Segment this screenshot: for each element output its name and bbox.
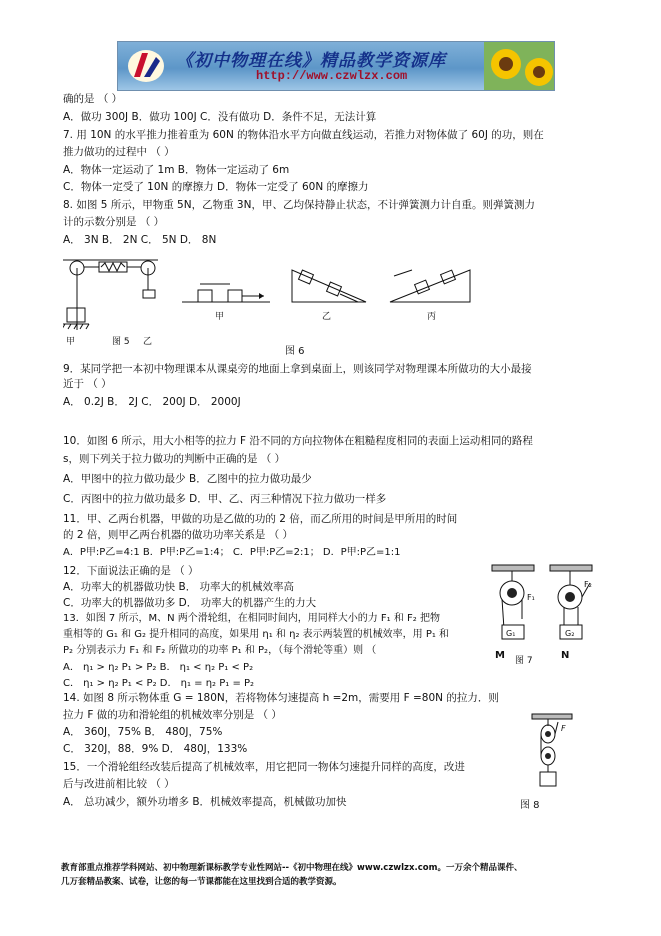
q9-stem: 9．某同学把一本初中物理课本从课桌旁的地面上拿到桌面上，则该同学对物理课本所做功的大小最接 <box>63 363 532 375</box>
q15-stem: 15．一个滑轮组经改装后提高了机械效率，用它把同一物体匀速提升同样的高度，改进 <box>63 761 465 773</box>
q6-stem-end: 确的是 （ ） <box>63 93 123 105</box>
q13-options-ab: A． η₁ > η₂ P₁ > P₂ B． η₁ < η₂ P₁ < P₂ <box>63 662 254 673</box>
q13-options-cd: C． η₁ > η₂ P₁ < P₂ D． η₁ = η₂ P₁ = P₂ <box>63 678 255 689</box>
q7-options-cd: C．物体一定受了 10N 的摩擦力 D．物体一定受了 60N 的摩擦力 <box>63 181 369 193</box>
q10-stem-2: s，则下列关于拉力做功的判断中正确的是 （ ） <box>63 453 286 465</box>
sunflower-icon <box>484 42 554 90</box>
header-banner <box>117 41 555 91</box>
fig6-label-a: 甲 <box>215 312 225 322</box>
q13-stem: 13．如图 7 所示，M、N 两个滑轮组，在相同时间内，用同样大小的力 F₁ 和 F₂ 把物 <box>63 613 440 624</box>
fig5-right-label: 乙 <box>143 337 153 347</box>
fig7-m: M <box>495 650 505 661</box>
q10-options-cd: C．丙图中的拉力做功最多 D．甲、乙、丙三种情况下拉力做功一样多 <box>63 493 387 505</box>
q10-options-ab: A．甲图中的拉力做功最少 B．乙图中的拉力做功最少 <box>63 473 312 485</box>
q8-stem: 8. 如图 5 所示，甲物重 5N，乙物重 3N，甲、乙均保持静止状态，不计弹簧测力计自重。则弹簧测力 <box>63 199 535 211</box>
q7-options-ab: A．物体一定运动了 1m B．物体一定运动了 6m <box>63 164 290 176</box>
q7-stem-2: 推力做功的过程中 （ ） <box>63 146 175 158</box>
fig7-g1: G₁ <box>506 629 516 638</box>
fig7-f1: F₁ <box>527 593 535 602</box>
q12-stem: 12．下面说法正确的是 （ ） <box>63 565 199 577</box>
site-logo-icon <box>126 47 166 85</box>
q10-stem: 10．如图 6 所示，用大小相等的拉力 F 沿不同的方向拉物体在粗糙程度相同的表面上运动相同的路程 <box>63 435 533 447</box>
q9-options: A． 0.2J B． 2J C． 200J D． 2000J <box>63 396 241 408</box>
figure-5 <box>63 250 173 346</box>
figure-8 <box>528 712 578 790</box>
fig5-left-label: 甲 <box>66 337 76 347</box>
q7-stem: 7. 用 10N 的水平推力推着重为 60N 的物体沿水平方向做直线运动，若推力对物体做了 60J 的功，则在 <box>63 129 544 141</box>
q8-stem-2: 计的示数分别是 （ ） <box>63 216 165 228</box>
q11-stem: 11．甲、乙两台机器，甲做的功是乙做的功的 2 倍，而乙所用的时间是甲所用的时间 <box>63 513 458 525</box>
q9-stem-2: 近于 （ ） <box>63 378 112 390</box>
fig6-label-c: 丙 <box>427 312 437 322</box>
fig8-caption: 图 8 <box>520 800 540 811</box>
q8-options: A． 3N B． 2N C． 5N D． 8N <box>63 234 217 246</box>
q11-options: A．P甲:P乙=4:1 B．P甲:P乙=1:4； C．P甲:P乙=2:1； D．P甲:P乙=1:1 <box>63 547 401 558</box>
fig6-caption: 图 6 <box>285 346 305 357</box>
footer-line-2: 几万套精品教案、试卷，让您的每一节课都能在这里找到合适的教学资源。 <box>61 877 342 887</box>
q6-options: A．做功 300J B．做功 100J C．没有做功 D．条件不足，无法计算 <box>63 111 377 123</box>
fig7-f2: F₂ <box>584 580 592 589</box>
q14-stem: 14. 如图 8 所示物体重 G = 180N，若将物体匀速提高 h =2m，需要用 F =80N 的拉力．则 <box>63 692 499 704</box>
fig7-caption: 图 7 <box>515 656 533 666</box>
banner-url[interactable]: http://www.czwlzx.com <box>256 69 408 83</box>
q13-stem-3: P₂ 分别表示力 F₁ 和 F₂ 所做功的功率 P₁ 和 P₂，（每个滑轮等重）则 （ <box>63 645 377 656</box>
q12-options-ab: A．功率大的机器做功快 B． 功率大的机械效率高 <box>63 581 295 593</box>
banner-title: 《初中物理在线》精品教学资源库 <box>176 51 446 71</box>
q15-stem-2: 后与改进前相比较 （ ） <box>63 778 175 790</box>
q11-stem-2: 的 2 倍，则甲乙两台机器的做功功率关系是 （ ） <box>63 529 294 541</box>
fig6-label-b: 乙 <box>322 312 332 322</box>
fig5-caption: 图 5 <box>112 337 130 347</box>
footer-line-1: 教育部重点推荐学科网站、初中物理新课标教学专业性网站--《初中物理在线》www.czwlzx.com。一万余个精品课件、 <box>61 863 523 873</box>
q15-options: A． 总功减少，额外功增多 B．机械效率提高，机械做功加快 <box>63 796 347 808</box>
fig8-f: F <box>561 724 566 733</box>
fig7-g2: G₂ <box>565 629 575 638</box>
q12-options-cd: C．功率大的机器做功多 D． 功率大的机器产生的力大 <box>63 597 317 609</box>
fig7-n: N <box>561 650 570 661</box>
q13-stem-2: 重相等的 G₁ 和 G₂ 提升相同的高度，如果用 η₁ 和 η₂ 表示两装置的机械效率，用 P₁ 和 <box>63 629 450 640</box>
q14-options-cd: C． 320J，88．9% D． 480J，133% <box>63 743 248 755</box>
q14-stem-2: 拉力 F 做的功和滑轮组的机械效率分别是 （ ） <box>63 709 282 721</box>
q14-options-ab: A． 360J，75% B． 480J，75% <box>63 726 223 738</box>
